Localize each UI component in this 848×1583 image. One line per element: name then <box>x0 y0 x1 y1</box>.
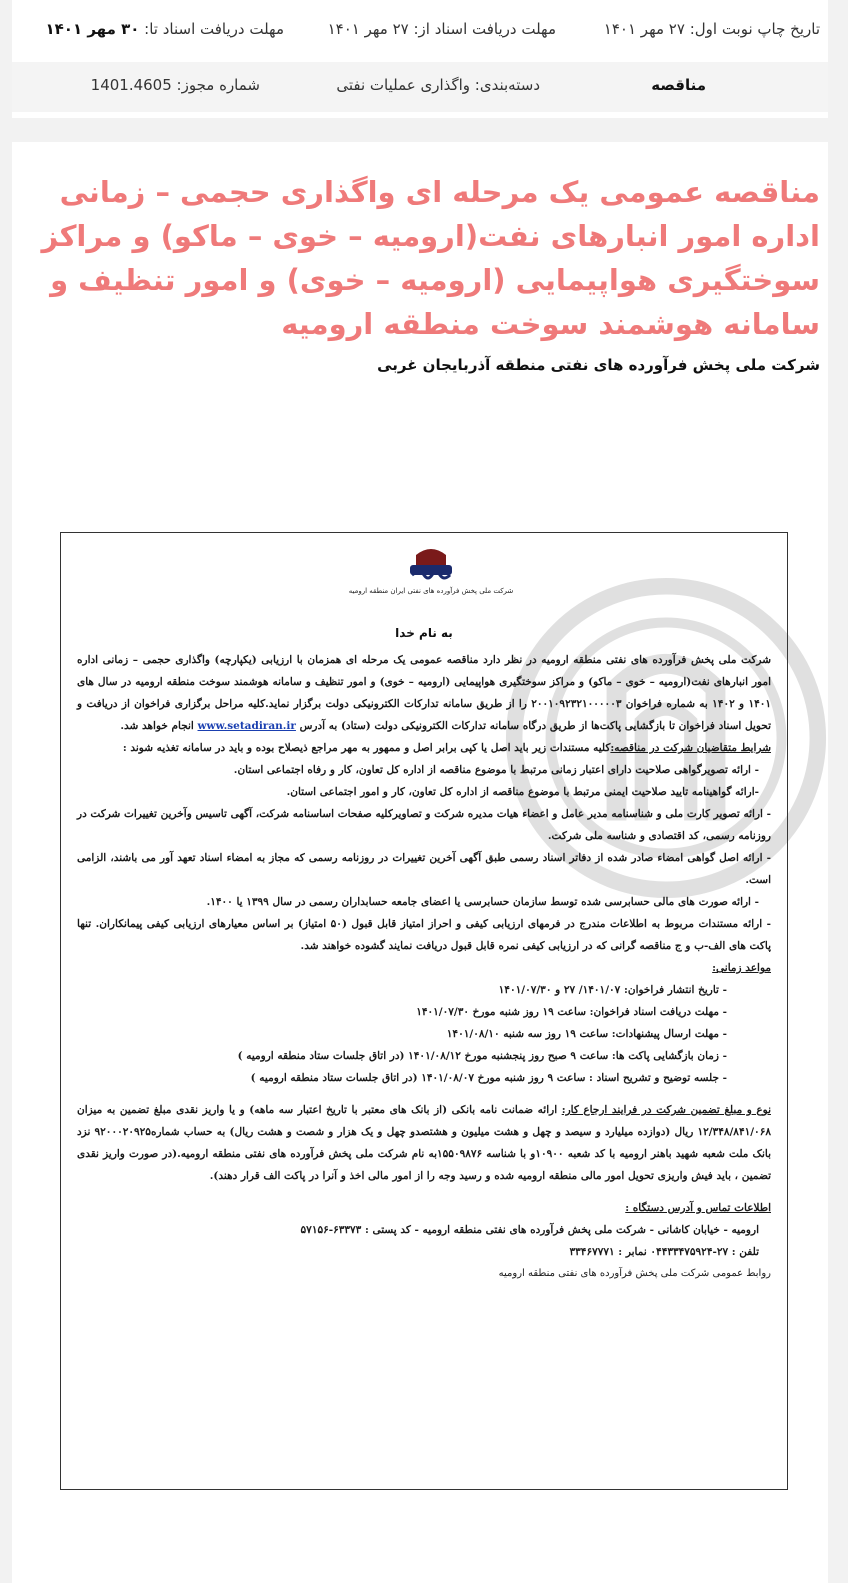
condition-item: -ارائه گواهینامه تایید صلاحیت ایمنی مرتبط با موضوع مناقصه از اداره کل تعاون، کار و امور اجتماعی استان. <box>286 786 759 798</box>
print-date: تاریخ چاپ نوبت اول: ۲۷ مهر ۱۴۰۱ <box>603 20 820 38</box>
schedule-item: - مهلت دریافت اسناد فراخوان: ساعت ۱۹ روز شنبه مورخ ۱۴۰۱/۰۷/۳۰ <box>416 1006 727 1018</box>
tender-type: مناقصه <box>651 76 706 94</box>
logo-caption: شرکت ملی پخش فرآورده های نفتی ایران منطقه ارومیه <box>348 587 514 595</box>
contact-address: ارومیه - خیابان کاشانی - شرکت ملی پخش فرآورده های نفتی منطقه ارومیه - کد پستی : ۶۳۳۷۳-۵۷۱۵۶ <box>300 1224 759 1236</box>
schedule-title: مواعد زمانی: <box>712 962 771 974</box>
guarantee-paragraph <box>77 1099 771 1187</box>
intro-text: شرکت ملی پخش فرآورده های نفتی منطقه ارومیه در نظر دارد مناقصه عمومی یک مرحله ای همزمان با ارزیابی (یکپارچه) واگذاری حجمی – زمانی اداره امور انبارهای نفت(ارومیه – خوی – ماکو) و مراکز سوختگیری هواپیمایی (ارومیه – خوی) و امور تنظیف و سامانه هوشمند سوخت منطقه ارومیه در سال های ۱۴۰۱ و ۱۴۰۲ به شماره فراخوان ۲۰۰۱۰۹۲۳۲۱۰۰۰۰۰۳ را از طریق سامانه تدارکات الکترونیکی دولت برگزار نماید.کلیه مراحل برگزاری فراخوان از دریافت و تحویل اسناد فراخوان تا بازگشایی پاکت‌ها از طریق درگاه سامانه تدارکات الکترونیکی دولت (ستاد) به آدرس <box>77 654 771 732</box>
contact-title: اطلاعات تماس و آدرس دستگاه : <box>625 1202 771 1214</box>
intro-paragraph <box>77 649 771 737</box>
guarantee-title: نوع و مبلغ تضمین شرکت در فرایند ارجاع کار: <box>561 1104 771 1116</box>
notice-body <box>77 649 771 1285</box>
conditions-paragraph <box>77 737 771 759</box>
article-card <box>12 142 828 1583</box>
intro-end: انجام خواهد شد. <box>120 720 194 732</box>
article-title: مناقصه عمومی یک مرحله ای واگذاری حجمی – زمانی اداره امور انبارهای نفت(ارومیه – خوی – ماکو) و مراکز سوختگیری هواپیمایی (ارومیه – خوی) و امور تنظیف و سامانه هوشمند سوخت منطقه ارومیه <box>41 175 820 341</box>
contact-phone: تلفن : ۲۷-۰۴۴۳۳۴۷۵۹۲۴ نمابر : ۳۳۴۶۷۷۷۱ <box>569 1246 759 1258</box>
meta-row-dates <box>12 20 828 48</box>
meta-row-category <box>12 62 828 112</box>
category: دسته‌بندی: واگذاری عملیات نفتی <box>336 76 540 94</box>
schedule-item: - زمان بازگشایی پاکت ها: ساعت ۹ صبح روز پنجشنبه مورخ ۱۴۰۱/۰۸/۱۲ (در اتاق جلسات ستاد منطقه ارومیه ) <box>237 1050 727 1062</box>
docs-from-date: مهلت دریافت اسناد از: ۲۷ مهر ۱۴۰۱ <box>327 20 556 38</box>
bismillah: به نام خدا <box>395 626 453 640</box>
conditions-intro: کلیه مستندات زیر باید اصل یا کپی برابر اصل و ممهور به مهر مراجع ذیصلاح بوده و باید در سامانه تغذیه شوند : <box>122 742 611 754</box>
schedule-item: - تاریخ انتشار فراخوان: ۱۴۰۱/۰۷/ ۲۷ و ۱۴۰۱/۰۷/۳۰ <box>498 984 727 996</box>
schedule-item: - جلسه توضیح و تشریح اسناد : ساعت ۹ روز شنبه مورخ ۱۴۰۱/۰۸/۰۷ (در اتاق جلسات ستاد منطقه ارومیه ) <box>250 1072 727 1084</box>
condition-item: - ارائه مستندات مربوط به اطلاعات مندرج در فرمهای ارزیابی کیفی و احراز امتیاز قابل قبول (۵۰ امتیاز) بر اساس معیارهای ارزیابی کیفی پیمانکاران. تنها پاکت های الف-ب و ج مناقصه گرانی که در ارزیابی کیفی نمره قابل قبول دریافت نمایند گشوده خواهند شد. <box>77 918 771 952</box>
docs-until-value: ۳۰ مهر ۱۴۰۱ <box>45 20 140 38</box>
guarantee-text: ارائه ضمانت نامه بانکی (از بانک های معتبر با تاریخ اعتبار سه ماهه) و یا واریز نقدی مبلغ تضمین به میزان ۱۲/۳۴۸/۸۴۱/۰۶۸ ریال (دوازده میلیارد و سیصد و چهل و هشت میلیون و هشتصدو چهل و یک هزار و شصت و هشت ریال) به حساب شماره۹۲۰۰۰۲۰۹۲۵ نزد بانک ملت شعبه شهید باهنر ارومیه با کد شعبه ۱۰۹۰۰و با شناسه ۱۵۵۰۹۸۷۶به نام شرکت ملی پخش فرآورده های نفتی منطقه ارومیه.(در صورت واریز نقدی تضمین ، باید فیش واریزی تحویل امور مالی منطقه ارومیه شده و رسید وجه را از امور مالی اخذ و آنرا در پاکت الف قرار دهند). <box>77 1104 771 1182</box>
permit-number: شماره مجوز: 1401.4605 <box>90 76 260 94</box>
conditions-title: شرایط متقاضیان شرکت در مناقصه: <box>610 742 771 754</box>
condition-item: - ارائه اصل گواهی امضاء صادر شده از دفاتر اسناد رسمی طبق آگهی آخرین تغییرات در روزنامه رسمی که مجاز به امضاء اسناد تعهد آور می باشند، الزامی است. <box>77 852 771 886</box>
meta-header <box>12 0 828 118</box>
nioc-logo-icon <box>348 543 514 617</box>
setadiran-link[interactable]: www.setadiran.ir <box>197 720 296 732</box>
condition-item: - ارائه صورت های مالی حسابرسی شده توسط سازمان حسابرسی یا اعضای جامعه حسابداران رسمی در سال ۱۳۹۹ یا ۱۴۰۰. <box>206 896 759 908</box>
condition-item: - ارائه تصویر کارت ملی و شناسنامه مدیر عامل و اعضاء هیات مدیره شرکت و تصاویرکلیه صفحات اساسنامه شرکت، آگهی تاسیس وآخرین تغییرات شرکت در روزنامه رسمی، کد اقتصادی و شناسه ملی شرکت. <box>77 808 771 842</box>
schedule-item: - مهلت ارسال پیشنهادات: ساعت ۱۹ روز سه شنبه ۱۴۰۱/۰۸/۱۰ <box>446 1028 727 1040</box>
notice-image <box>60 532 788 1490</box>
condition-item: - ارائه تصویرگواهی صلاحیت دارای اعتبار زمانی مرتبط با موضوع مناقصه از اداره کل تعاون، کار و رفاه اجتماعی استان. <box>233 764 759 776</box>
notice-footer: روابط عمومی شرکت ملی پخش فرآورده های نفتی منطقه ارومیه <box>498 1268 771 1279</box>
docs-until-date <box>45 20 284 38</box>
docs-until-label: مهلت دریافت اسناد تا: <box>144 20 284 38</box>
article-company: شرکت ملی پخش فرآورده های نفتی منطقه آذربایجان غربی <box>377 356 820 374</box>
